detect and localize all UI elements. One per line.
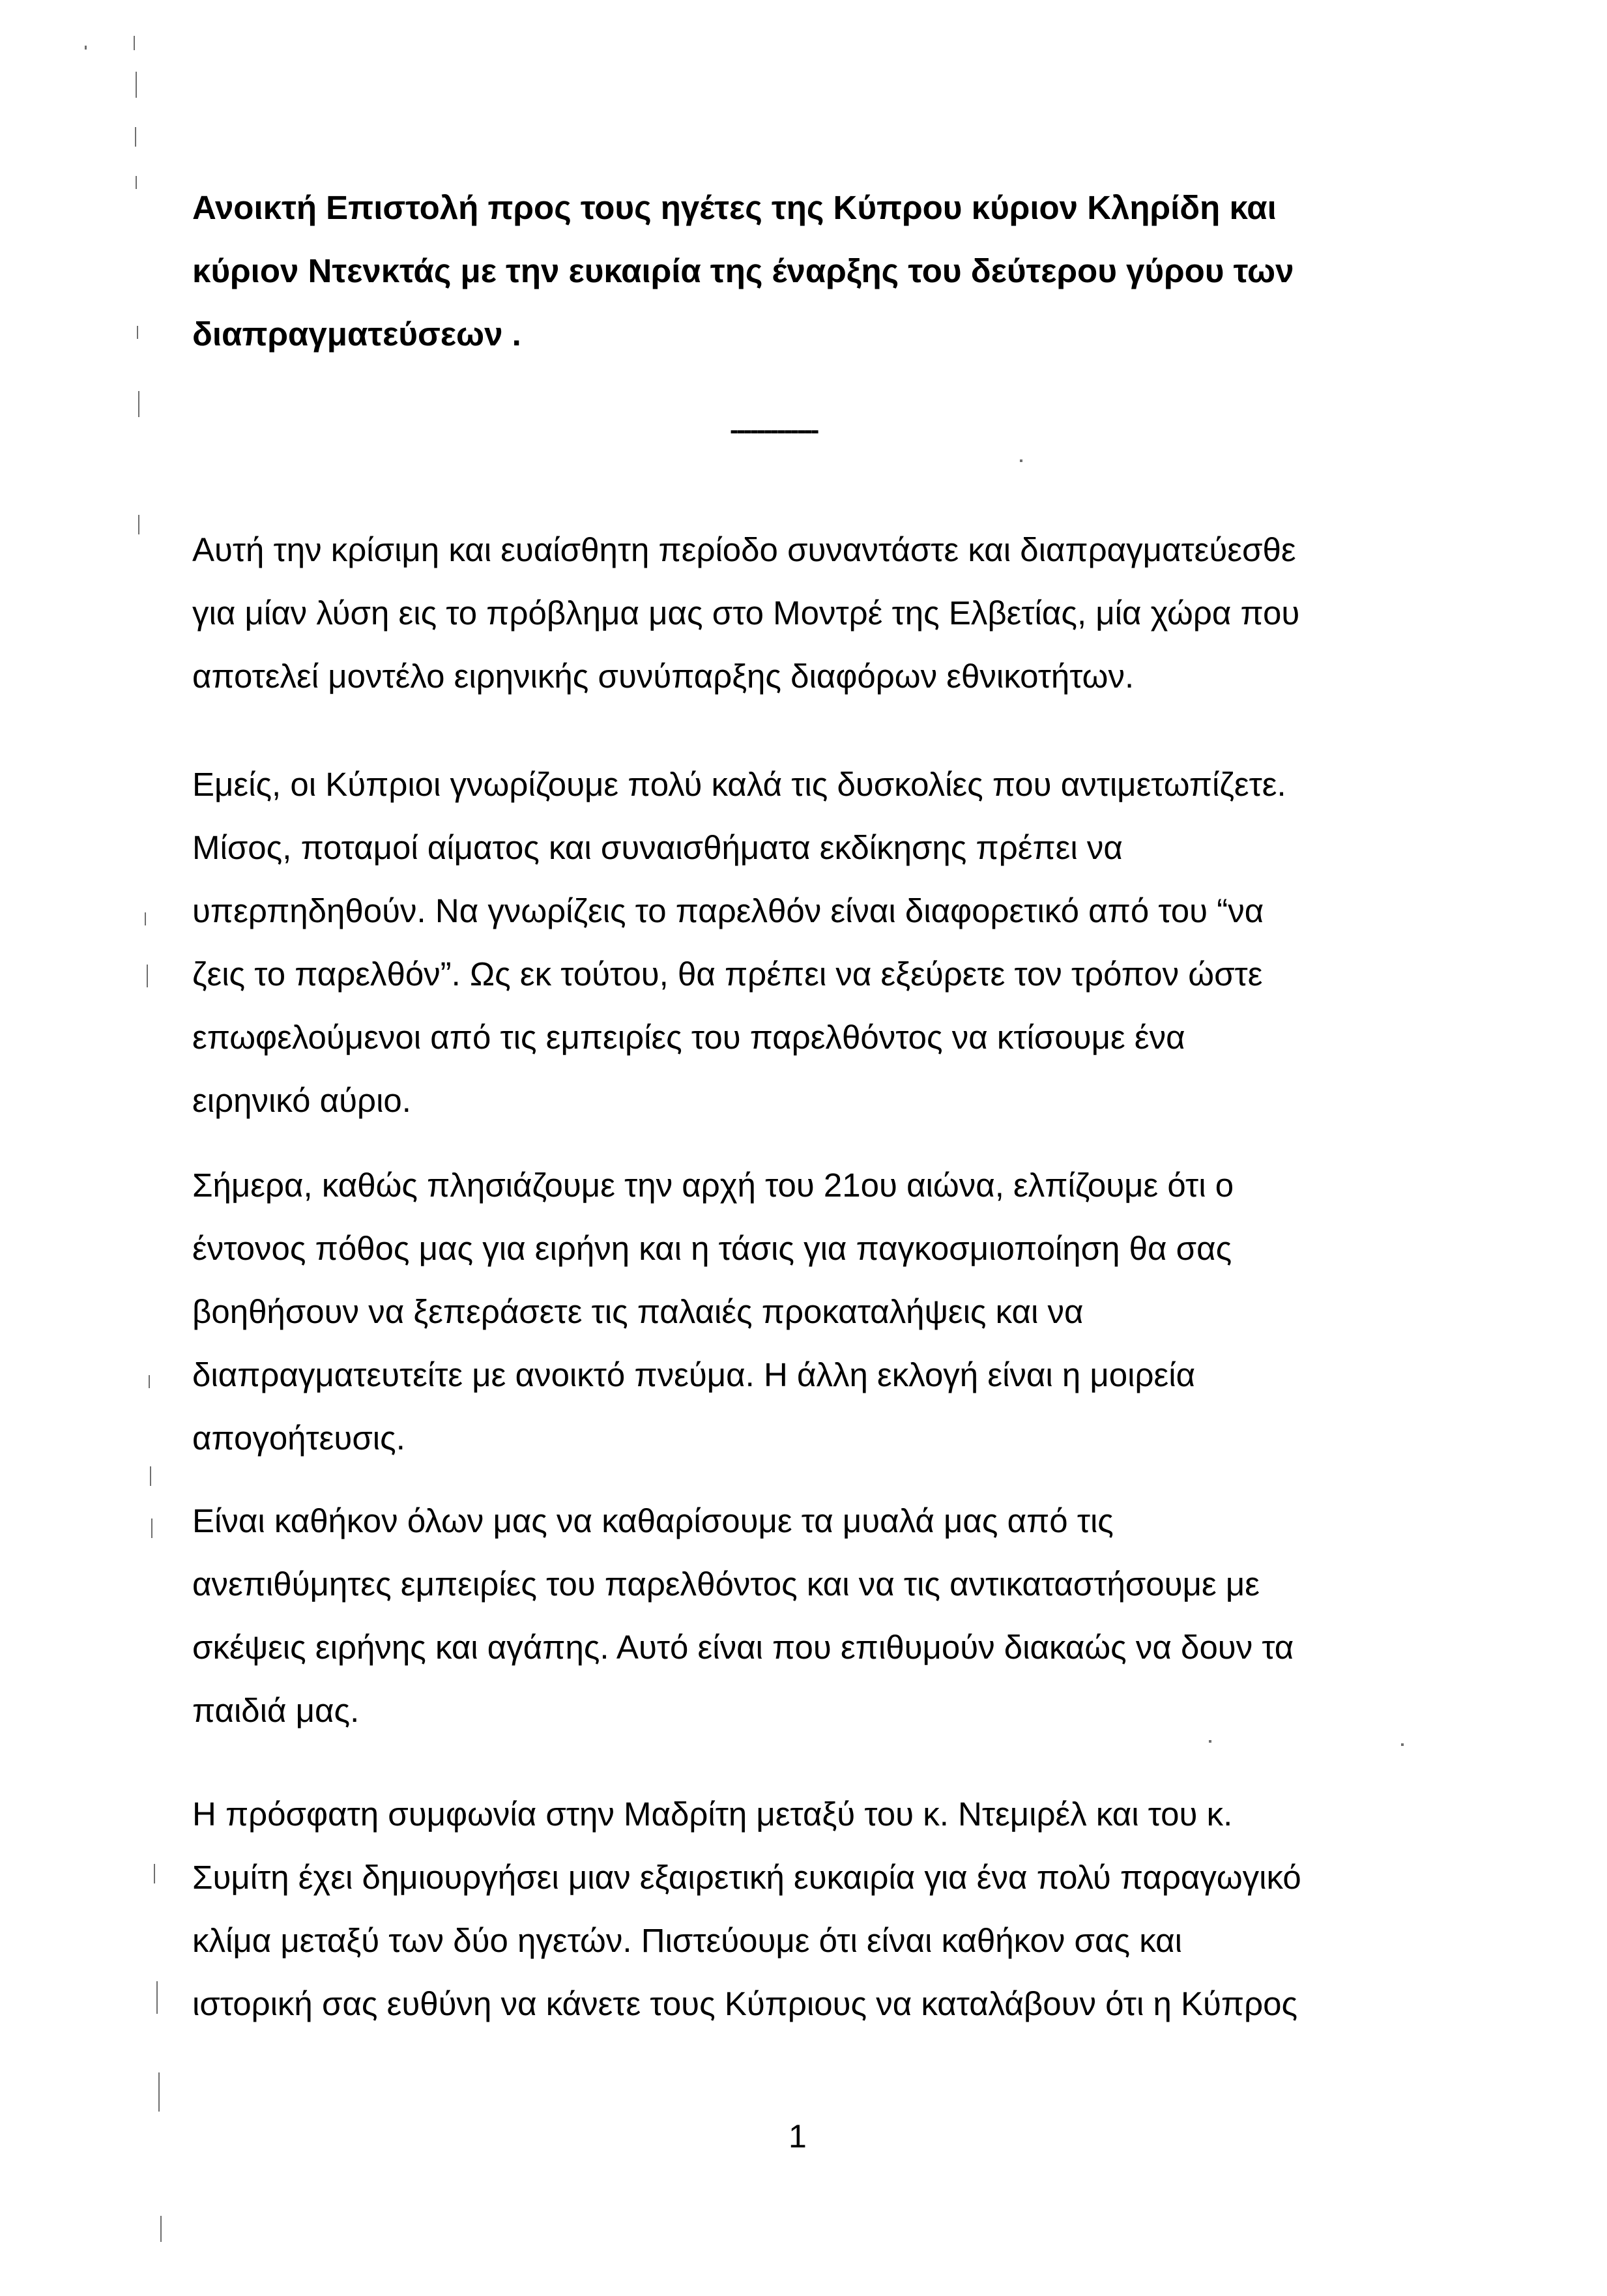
scan-artifact: [150, 1466, 151, 1486]
paragraph-1: Αυτή την κρίσιμη και ευαίσθητη περίοδο συναντάστε και διαπραγματεύεσθε για μίαν λύση εις το πρόβλημα μας στο Μοντρέ της Ελβετίας, μία χώρα που αποτελεί μοντέλο ειρηνικής συνύπαρξης διαφόρων εθνικοτήτων.: [192, 531, 1300, 695]
letter-title: Ανοικτή Επιστολή προς τους ηγέτες της Κύπρου κύριον Κληρίδη και κύριον Ντενκτάς με την ευκαιρία της έναρξης του δεύτερου γύρου των διαπραγματεύσεων .: [192, 189, 1294, 353]
title-separator: -------------: [730, 416, 818, 444]
scan-artifact: [1020, 459, 1022, 462]
paragraph-5: Η πρόσφατη συμφωνία στην Μαδρίτη μεταξύ του κ. Ντεμιρέλ και του κ. Συμίτη έχει δημιουργήσει μιαν εξαιρετική ευκαιρία για ένα πολύ παραγωγικό κλίμα μεταξύ των δύο ηγετών. Πιστεύουμε ότι είναι καθήκον σας και ιστορική σας ευθύνη να κάνετε τους Κύπριους να καταλάβουν ότι η Κύπρος: [192, 1795, 1301, 2022]
scan-artifact: [154, 1864, 155, 1883]
scan-artifact: [85, 46, 87, 50]
scan-artifact: [138, 515, 139, 534]
scan-artifact: [137, 326, 138, 339]
scan-artifact: [145, 912, 146, 925]
scan-artifact: [136, 176, 137, 189]
paragraph-3: Σήμερα, καθώς πλησιάζουμε την αρχή του 21ου αιώνα, ελπίζουμε ότι ο έντονος πόθος μας για ειρήνη και η τάσις για παγκοσμιοποίηση θα σας βοηθήσουν να ξεπεράσετε τις παλαιές προκαταλήψεις και να διαπραγματευτείτε με ανοικτό πνεύμα. Η άλλη εκλογή είναι η μοιρεία απογοήτευσις.: [192, 1167, 1234, 1457]
scan-artifact: [151, 1519, 152, 1538]
scan-artifact: [135, 127, 136, 147]
scan-artifact: [134, 36, 135, 50]
scan-artifact: [160, 2216, 162, 2242]
scan-artifact: [136, 72, 137, 98]
scan-artifact: [158, 2072, 160, 2112]
scan-artifact: [156, 1981, 158, 2014]
page-number: 1: [789, 2118, 807, 2155]
scan-artifact: [1401, 1743, 1404, 1746]
scan-artifact: [138, 391, 139, 417]
scan-artifact: [149, 1375, 150, 1388]
paragraph-4: Είναι καθήκον όλων μας να καθαρίσουμε τα μυαλά μας από τις ανεπιθύμητες εμπειρίες του παρελθόντος και να τις αντικαταστήσουμε με σκέψεις ειρήνης και αγάπης. Αυτό είναι που επιθυμούν διακαώς να δουν τα παιδιά μας.: [192, 1502, 1294, 1729]
letter-heading: [192, 176, 1430, 366]
paragraph-2: Εμείς, οι Κύπριοι γνωρίζουμε πολύ καλά τις δυσκολίες που αντιμετωπίζετε. Μίσος, ποταμοί αίματος και συναισθήματα εκδίκησης πρέπει να υπερπηδηθούν. Να γνωρίζεις το παρελθόν είναι διαφορετικό από του “να ζεις το παρελθόν”. Ως εκ τούτου, θα πρέπει να εξεύρετε τον τρόπον ώστε επωφελούμενοι από τις εμπειρίες του παρελθόντος να κτίσουμε ένα ειρηνικό αύριο.: [192, 766, 1286, 1119]
scan-artifact: [147, 965, 148, 987]
